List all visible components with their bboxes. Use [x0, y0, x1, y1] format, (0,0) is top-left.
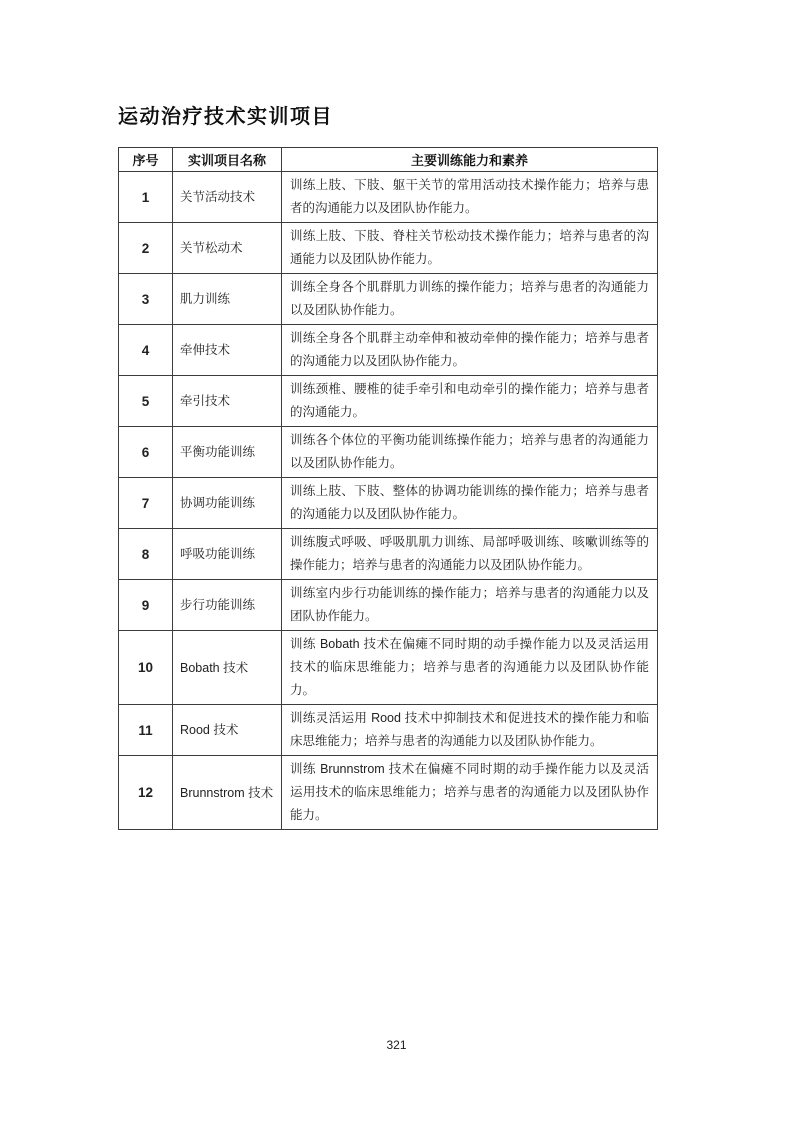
training-projects-table [118, 147, 658, 830]
table-header-row [119, 148, 658, 172]
project-description: 训练颈椎、腰椎的徒手牵引和电动牵引的操作能力；培养与患者的沟通能力。 [282, 376, 658, 427]
project-name: 关节松动术 [173, 223, 282, 274]
table-row [119, 756, 658, 830]
table-row [119, 223, 658, 274]
project-name: 牵伸技术 [173, 325, 282, 376]
row-number: 3 [119, 274, 173, 325]
row-number: 12 [119, 756, 173, 830]
row-number: 4 [119, 325, 173, 376]
table-row [119, 580, 658, 631]
project-name: 肌力训练 [173, 274, 282, 325]
project-name: 协调功能训练 [173, 478, 282, 529]
project-description: 训练 Brunnstrom 技术在偏瘫不同时期的动手操作能力以及灵活运用技术的临床思维能力；培养与患者的沟通能力以及团队协作能力。 [282, 756, 658, 830]
header-abilities: 主要训练能力和素养 [282, 148, 658, 172]
project-description: 训练腹式呼吸、呼吸肌肌力训练、局部呼吸训练、咳嗽训练等的操作能力；培养与患者的沟通能力以及团队协作能力。 [282, 529, 658, 580]
row-number: 9 [119, 580, 173, 631]
page-title: 运动治疗技术实训项目 [118, 106, 333, 128]
table-row [119, 631, 658, 705]
header-serial-number: 序号 [119, 148, 173, 172]
project-name: 牵引技术 [173, 376, 282, 427]
project-name: Bobath 技术 [173, 631, 282, 705]
project-description: 训练上肢、下肢、整体的协调功能训练的操作能力；培养与患者的沟通能力以及团队协作能力。 [282, 478, 658, 529]
table-row [119, 705, 658, 756]
row-number: 1 [119, 172, 173, 223]
row-number: 11 [119, 705, 173, 756]
project-description: 训练上肢、下肢、躯干关节的常用活动技术操作能力；培养与患者的沟通能力以及团队协作能力。 [282, 172, 658, 223]
table-row [119, 325, 658, 376]
row-number: 7 [119, 478, 173, 529]
project-name: Brunnstrom 技术 [173, 756, 282, 830]
table-row [119, 376, 658, 427]
project-description: 训练 Bobath 技术在偏瘫不同时期的动手操作能力以及灵活运用技术的临床思维能力；培养与患者的沟通能力以及团队协作能力。 [282, 631, 658, 705]
row-number: 5 [119, 376, 173, 427]
row-number: 6 [119, 427, 173, 478]
project-name: 平衡功能训练 [173, 427, 282, 478]
table-row [119, 529, 658, 580]
row-number: 8 [119, 529, 173, 580]
project-name: Rood 技术 [173, 705, 282, 756]
table-row [119, 172, 658, 223]
project-name: 关节活动技术 [173, 172, 282, 223]
row-number: 2 [119, 223, 173, 274]
project-description: 训练全身各个肌群主动牵伸和被动牵伸的操作能力；培养与患者的沟通能力以及团队协作能力。 [282, 325, 658, 376]
project-description: 训练室内步行功能训练的操作能力；培养与患者的沟通能力以及团队协作能力。 [282, 580, 658, 631]
project-description: 训练全身各个肌群肌力训练的操作能力；培养与患者的沟通能力以及团队协作能力。 [282, 274, 658, 325]
project-description: 训练上肢、下肢、脊柱关节松动技术操作能力；培养与患者的沟通能力以及团队协作能力。 [282, 223, 658, 274]
header-project-name: 实训项目名称 [173, 148, 282, 172]
project-description: 训练灵活运用 Rood 技术中抑制技术和促进技术的操作能力和临床思维能力；培养与患者的沟通能力以及团队协作能力。 [282, 705, 658, 756]
page-number: 321 [386, 1038, 407, 1052]
table-row [119, 478, 658, 529]
table-row [119, 427, 658, 478]
project-name: 呼吸功能训练 [173, 529, 282, 580]
project-name: 步行功能训练 [173, 580, 282, 631]
project-description: 训练各个体位的平衡功能训练操作能力；培养与患者的沟通能力以及团队协作能力。 [282, 427, 658, 478]
table-row [119, 274, 658, 325]
row-number: 10 [119, 631, 173, 705]
